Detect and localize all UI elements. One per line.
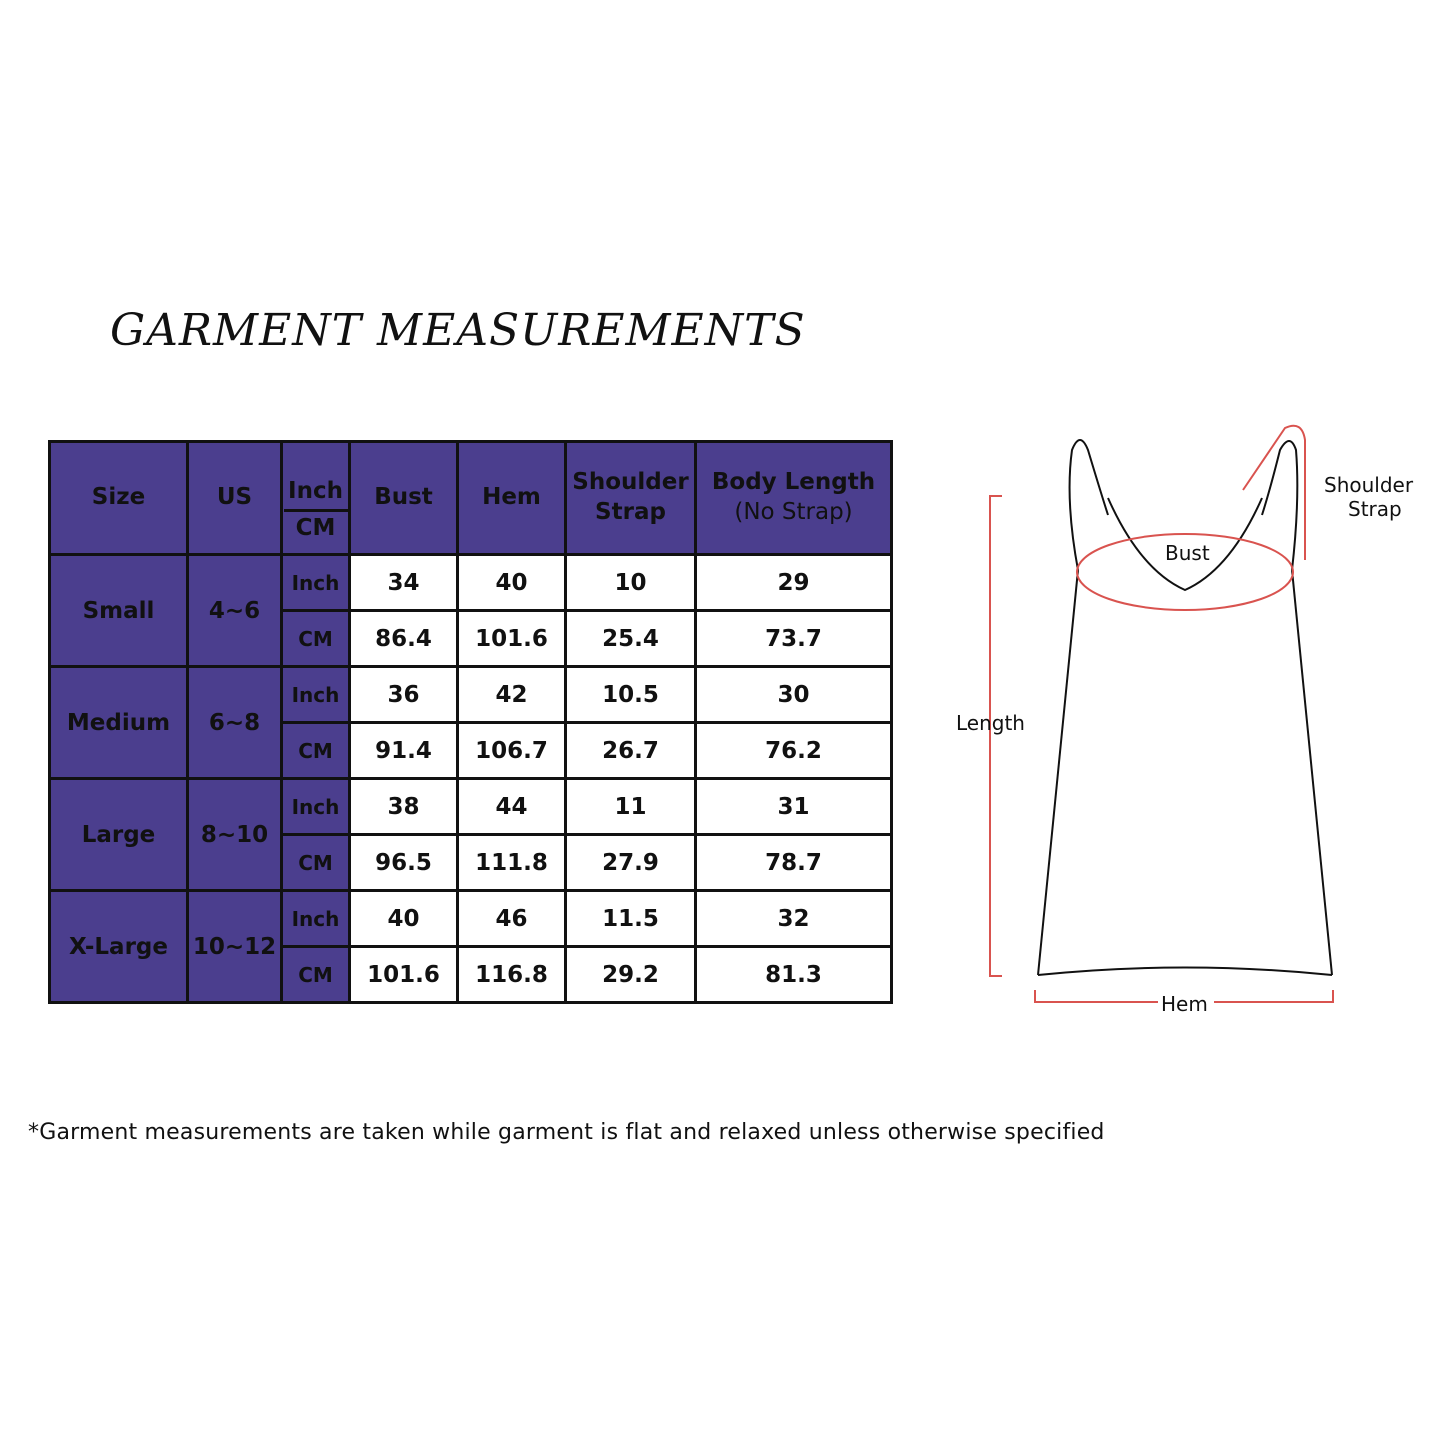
- header-shoulder-strap: [566, 442, 696, 555]
- body-length-value: 30: [696, 667, 892, 723]
- header-hem: Hem: [458, 442, 566, 555]
- shoulder-value: 25.4: [566, 611, 696, 667]
- table-row: [50, 891, 892, 947]
- shoulder-label-line2: Strap: [1348, 497, 1402, 521]
- page-title: GARMENT MEASUREMENTS: [110, 305, 806, 356]
- table-row: [50, 779, 892, 835]
- header-us: US: [188, 442, 282, 555]
- size-label: Medium: [50, 667, 188, 779]
- bust-value: 40: [350, 891, 458, 947]
- unit-label: Inch: [282, 891, 350, 947]
- bust-value: 91.4: [350, 723, 458, 779]
- garment-diagram: [940, 420, 1440, 1040]
- us-size: 10~12: [188, 891, 282, 1003]
- unit-label: CM: [282, 723, 350, 779]
- header-size: Size: [50, 442, 188, 555]
- bust-label: Bust: [1165, 541, 1210, 565]
- body-length-value: 78.7: [696, 835, 892, 891]
- shoulder-value: 26.7: [566, 723, 696, 779]
- body-length-value: 31: [696, 779, 892, 835]
- header-body-length: [696, 442, 892, 555]
- bust-value: 96.5: [350, 835, 458, 891]
- dress-outline: [1038, 440, 1332, 975]
- table-header-row: [50, 442, 892, 555]
- unit-label: CM: [282, 947, 350, 1003]
- header-shoulder-line2: Strap: [595, 499, 666, 525]
- body-length-value: 32: [696, 891, 892, 947]
- header-unit-cm: CM: [295, 514, 336, 541]
- unit-label: Inch: [282, 667, 350, 723]
- header-body-line2: (No Strap): [734, 499, 853, 525]
- bust-value: 86.4: [350, 611, 458, 667]
- shoulder-value: 10: [566, 555, 696, 611]
- header-body-line1: Body Length: [711, 469, 876, 496]
- hem-value: 42: [458, 667, 566, 723]
- hem-value: 101.6: [458, 611, 566, 667]
- unit-label: CM: [282, 611, 350, 667]
- unit-label: Inch: [282, 779, 350, 835]
- bust-value: 101.6: [350, 947, 458, 1003]
- footnote: *Garment measurements are taken while garment is flat and relaxed unless otherwise specified: [28, 1120, 1105, 1145]
- hem-value: 40: [458, 555, 566, 611]
- header-bust: Bust: [350, 442, 458, 555]
- bust-value: 34: [350, 555, 458, 611]
- length-bracket: [990, 496, 1002, 976]
- size-chart-table: [48, 440, 893, 1004]
- size-label: Large: [50, 779, 188, 891]
- body-length-value: 73.7: [696, 611, 892, 667]
- shoulder-value: 29.2: [566, 947, 696, 1003]
- shoulder-value: 10.5: [566, 667, 696, 723]
- hem-label: Hem: [1161, 992, 1208, 1016]
- shoulder-value: 11.5: [566, 891, 696, 947]
- bust-value: 38: [350, 779, 458, 835]
- size-label: X-Large: [50, 891, 188, 1003]
- hem-value: 116.8: [458, 947, 566, 1003]
- table-row: [50, 555, 892, 611]
- unit-label: Inch: [282, 555, 350, 611]
- header-shoulder-line1: Shoulder: [572, 469, 689, 496]
- bust-value: 36: [350, 667, 458, 723]
- header-unit-inch: Inch: [284, 453, 348, 512]
- hem-value: 44: [458, 779, 566, 835]
- body-length-value: 81.3: [696, 947, 892, 1003]
- hem-value: 111.8: [458, 835, 566, 891]
- us-size: 4~6: [188, 555, 282, 667]
- body-length-value: 76.2: [696, 723, 892, 779]
- hem-value: 46: [458, 891, 566, 947]
- shoulder-label-line1: Shoulder: [1324, 473, 1414, 497]
- header-unit: [282, 442, 350, 555]
- shoulder-value: 27.9: [566, 835, 696, 891]
- length-label: Length: [956, 711, 1025, 735]
- shoulder-value: 11: [566, 779, 696, 835]
- hem-value: 106.7: [458, 723, 566, 779]
- us-size: 6~8: [188, 667, 282, 779]
- body-length-value: 29: [696, 555, 892, 611]
- unit-label: CM: [282, 835, 350, 891]
- size-label: Small: [50, 555, 188, 667]
- us-size: 8~10: [188, 779, 282, 891]
- table-row: [50, 667, 892, 723]
